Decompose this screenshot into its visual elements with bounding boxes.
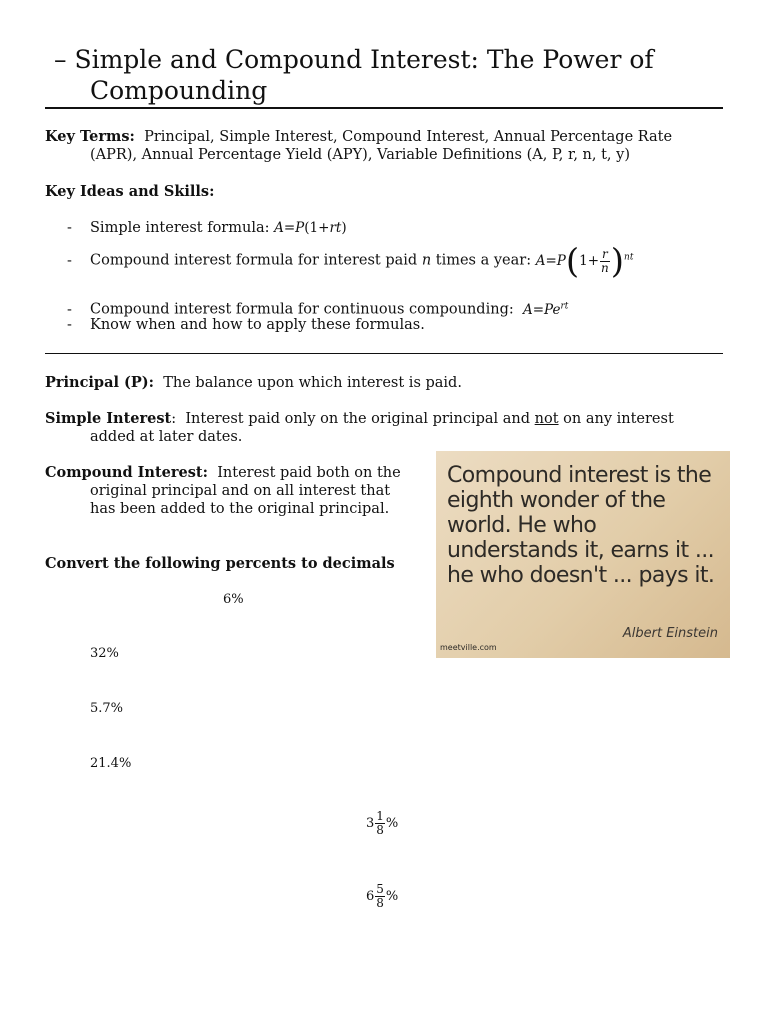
page-title	[54, 44, 734, 106]
convert-heading: Convert the following percents to decimals	[45, 555, 395, 572]
bullet-text: Simple interest formula:	[90, 220, 270, 236]
quote-site: meetville.com	[440, 643, 497, 652]
title-rule	[45, 107, 723, 109]
page-title-line2: Compounding	[90, 76, 268, 105]
section-divider	[45, 353, 723, 354]
definition-term: Compound Interest:	[45, 464, 208, 481]
compound-interest-formula: A=P(1+ $\frac{r}{n}$ )$^{nt}$	[535, 241, 634, 281]
page-title-line1: – Simple and Compound Interest: The Power of	[54, 45, 654, 74]
bullet-text: Know when and how to apply these formulas.	[90, 317, 425, 333]
definition-text-line2: original principal and on all interest that	[90, 483, 391, 499]
definition-principal	[45, 374, 462, 392]
bullet-var: n	[421, 252, 432, 269]
definition-emphasis: not	[534, 411, 559, 427]
definition-text-line3: has been added to the original principal.	[90, 501, 390, 517]
bullet-dash: -	[67, 317, 72, 333]
continuous-compounding-formula: $A=Pe^{rt}$	[522, 301, 569, 318]
bullet-text: Compound interest formula for interest paid	[90, 252, 418, 269]
key-terms	[45, 128, 725, 164]
definition-text: Interest paid both on the	[217, 465, 401, 481]
percent-item: 6%	[223, 592, 244, 607]
definition-term: Simple Interest	[45, 410, 172, 427]
bullet-compound-interest	[67, 236, 633, 282]
bullet-text: Compound interest formula for continuous compounding:	[90, 301, 514, 318]
percent-item: 5.7%	[90, 701, 124, 716]
bullet-text-after: times a year:	[435, 252, 532, 269]
definition-simple-interest: Simple Interest: Interest paid only on the original principal and not on any interest added at later dates.	[45, 410, 725, 446]
percent-item: 21.4%	[90, 756, 132, 771]
key-terms-text-line1: Principal, Simple Interest, Compound Interest, Annual Percentage Rate	[144, 129, 673, 145]
einstein-quote-image	[436, 451, 730, 658]
definition-text-after: on any interest	[563, 411, 674, 427]
percent-item: 32%	[90, 646, 119, 661]
definition-text-line2: added at later dates.	[90, 429, 243, 445]
bullet-apply-formulas	[67, 316, 425, 334]
bullet-simple-interest	[67, 219, 347, 237]
mixed-percent-item: 3 $\frac{1}{8}$ %	[366, 809, 399, 837]
definition-term: Principal (P):	[45, 374, 154, 391]
definition-text: Interest paid only on the original principal and	[185, 411, 531, 427]
mixed-percent-item: 6 $\frac{5}{8}$ %	[366, 882, 399, 910]
definition-compound-interest	[45, 464, 425, 518]
bullet-dash: -	[67, 301, 72, 318]
key-terms-text-line2: (APR), Annual Percentage Yield (APY), Variable Definitions (A, P, r, n, t, y)	[90, 147, 630, 163]
quote-author: Albert Einstein	[622, 626, 718, 641]
quote-text: Compound interest is the eighth wonder of the world. He who understands it, earns it ... he who doesn't ... pays it.	[447, 463, 715, 588]
key-ideas-heading: Key Ideas and Skills:	[45, 183, 215, 200]
bullet-dash: -	[67, 220, 72, 236]
key-terms-label: Key Terms:	[45, 128, 135, 145]
simple-interest-formula: A=P(1+rt)	[274, 220, 347, 236]
bullet-dash: -	[67, 252, 72, 269]
definition-text: The balance upon which interest is paid.	[163, 375, 462, 391]
